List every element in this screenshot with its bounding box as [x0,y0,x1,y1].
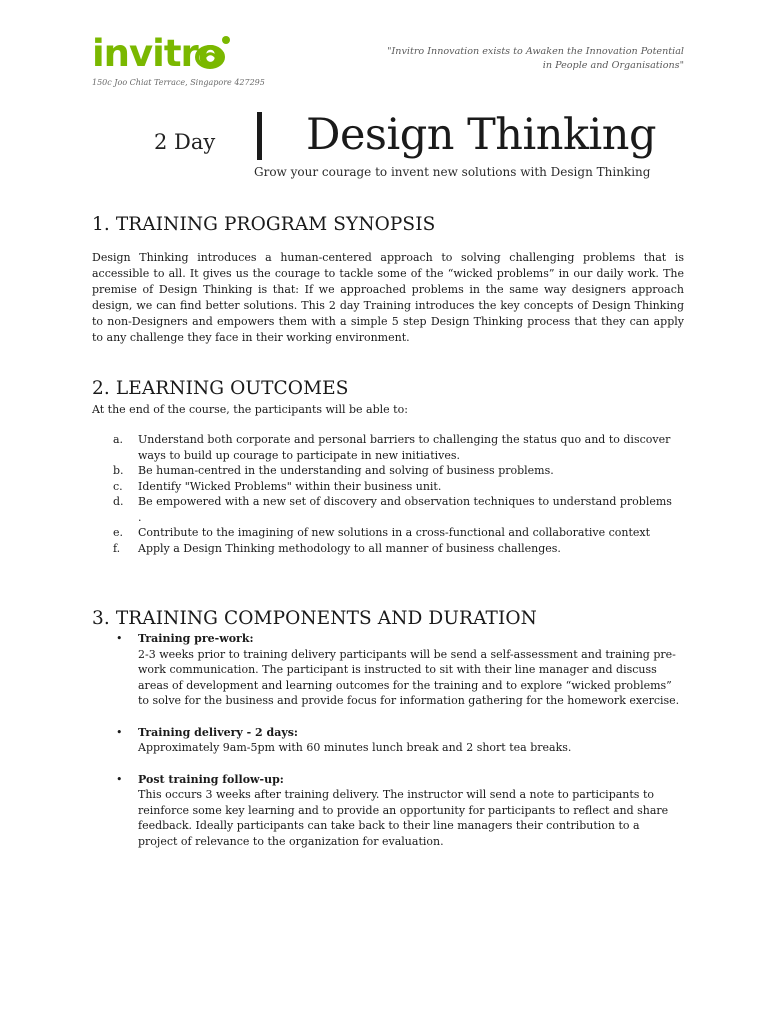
list-item [92,725,682,756]
title-separator [257,112,262,160]
list-marker: b. [113,464,124,477]
component-text: This occurs 3 weeks after training delivery. The instructor will send a note to participants to reinforce some key learning and to provide an opportunity for participants to reflect and share feedback. Ideally participants can take back to their line managers their contribution to a project of relevance to the organization for evaluation. [138,788,669,848]
list-marker: d. [113,495,124,508]
list-marker: e. [113,526,124,539]
component-text: 2-3 weeks prior to training delivery participants will be send a self-assessment and training pre-work communication. The participant is instructed to sit with their line manager and discuss areas of development and learning outcomes for the training and to explore “wicked problems” to solve for the business and provide focus for information gathering for the homework exercise. [138,647,680,707]
list-item-text: Be empowered with a new set of discovery and observation techniques to understand problems . [138,495,672,524]
list-item [92,479,672,495]
list-marker: c. [113,479,123,493]
course-duration: 2 Day [154,130,216,154]
synopsis-paragraph: Design Thinking introduces a human-centered approach to solving challenging problems that is accessible to all. It gives us the courage to tackle some of the “wicked problems” in our daily work. The premise of Design Thinking is that: If we approached problems in the same way designers approach design, we can find better solutions. This 2 day Training introduces the key concepts of Design Thinking to non-Designers and empowers them with a simple 5 step Design Thinking process that they can apply to any challenge they face in their working environment. [92,251,684,344]
list-item [92,541,672,557]
list-item [92,463,672,479]
list-item-text: Contribute to the imagining of new solutions in a cross-functional and collaborative context [138,526,651,539]
logo-wordmark: invitro [92,32,223,75]
component-text: Approximately 9am-5pm with 60 minutes lunch break and 2 short tea breaks. [138,741,572,754]
list-marker: a. [113,433,124,446]
page-subtitle: Grow your courage to invent new solutions with Design Thinking [254,165,651,179]
list-item-text: Be human-centred in the understanding and solving of business problems. [138,464,554,477]
section-heading-components: 3. TRAINING COMPONENTS AND DURATION [92,608,537,629]
bullet-icon: • [116,632,123,645]
component-title: Post training follow-up: [138,772,284,786]
component-title: Training pre-work: [138,632,254,645]
logo-swirl-icon [195,43,225,69]
components-list [92,631,682,865]
outcomes-list [92,432,672,556]
company-address: 150c Joo Chiat Terrace, Singapore 427295 [92,78,265,87]
invitro-logo [92,34,242,78]
page-title: Design Thinking [306,110,656,160]
list-item [92,525,672,541]
bullet-icon: • [116,725,123,739]
list-item-text: Understand both corporate and personal barriers to challenging the status quo and to discover ways to build up courage to participate in new initiatives. [138,433,671,462]
list-item [92,432,672,463]
section-heading-outcomes: 2. LEARNING OUTCOMES [92,378,349,399]
logo-dot-icon [222,36,230,44]
list-item [92,772,682,850]
list-item-text: Apply a Design Thinking methodology to all manner of business challenges. [138,541,561,555]
list-item [92,631,682,709]
tagline [324,45,684,73]
section-heading-synopsis: 1. TRAINING PROGRAM SYNOPSIS [92,214,436,235]
bullet-icon: • [116,772,123,786]
component-title: Training delivery - 2 days: [138,725,298,739]
list-marker: f. [113,541,121,555]
outcomes-intro: At the end of the course, the participants will be able to: [92,403,408,416]
tagline-line-1: "Invitro Innovation exists to Awaken the Innovation Potential [387,46,684,57]
list-item-text: Identify "Wicked Problems" within their business unit. [138,479,442,493]
list-item [92,494,672,525]
tagline-line-2: in People and Organisations" [542,60,684,71]
